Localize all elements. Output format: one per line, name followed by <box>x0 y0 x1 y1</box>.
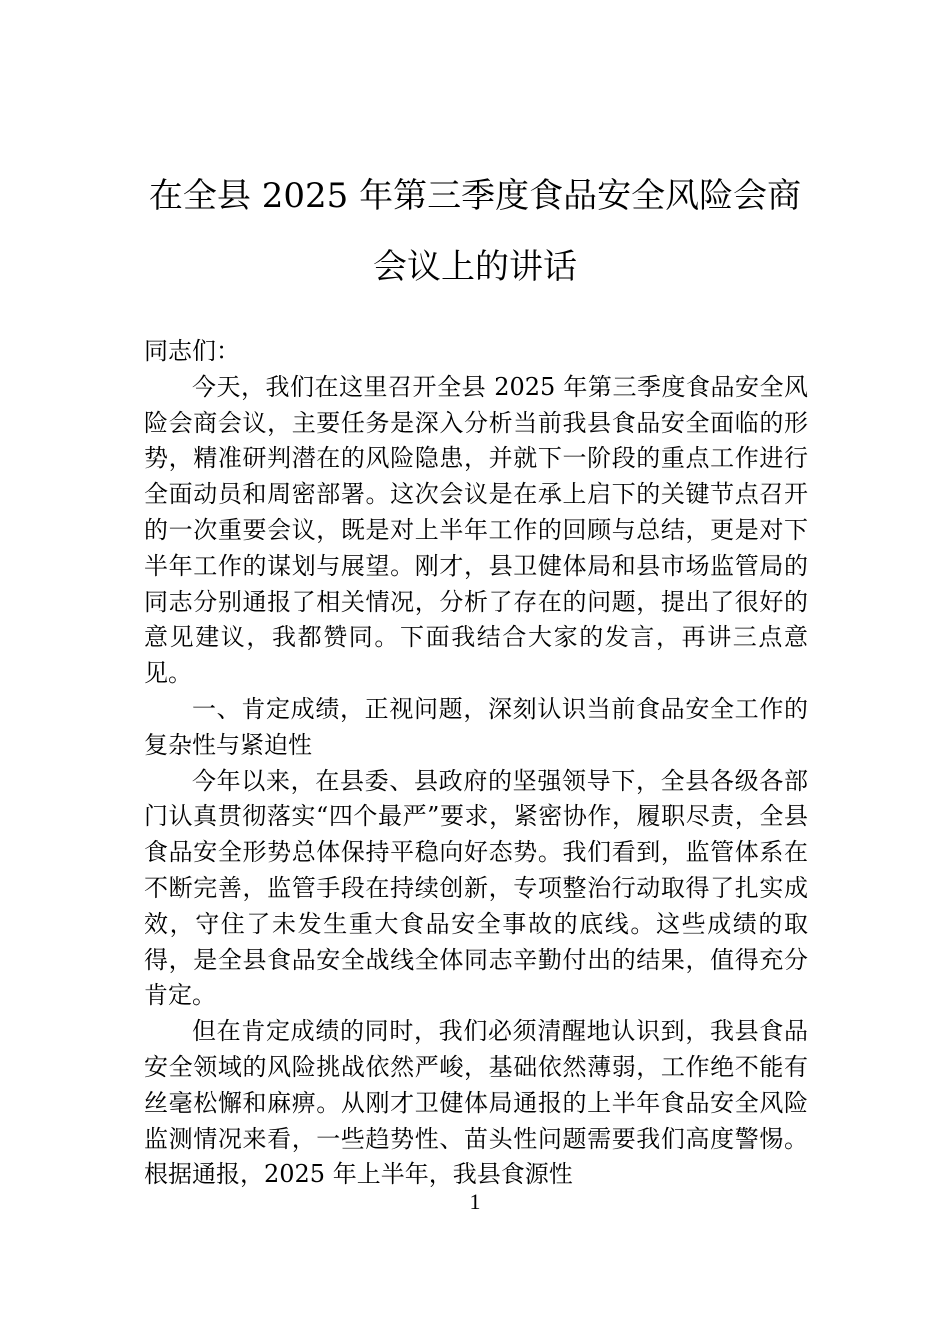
section-heading-1: 一、肯定成绩，正视问题，深刻认识当前食品安全工作的复杂性与紧迫性 <box>144 694 808 759</box>
document-title-line-2: 会议上的讲话 <box>373 247 577 287</box>
document-body <box>144 334 808 1193</box>
paragraph-achievements: 今年以来，在县委、县政府的坚强领导下，全县各级各部门认真贯彻落实“四个最严”要求，紧密协作，履职尽责，全县食品安全形势总体保持平稳向好态势。我们看到，监管体系在不断完善，监管手段在持续创新，专项整治行动取得了扎实成效，守住了未发生重大食品安全事故的底线。这些成绩的取得，是全县食品安全战线全体同志辛勤付出的结果，值得充分肯定。 <box>144 766 808 1010</box>
paragraph-opening: 今天，我们在这里召开全县 2025 年第三季度食品安全风险会商会议，主要任务是深入分析当前我县食品安全面临的形势，精准研判潜在的风险隐患，并就下一阶段的重点工作进行全面动员和周密部署。这次会议是在承上启下的关键节点召开的一次重要会议，既是对上半年工作的回顾与总结，更是对下半年工作的谋划与展望。刚才，县卫健体局和县市场监管局的同志分别通报了相关情况，分析了存在的问题，提出了很好的意见建议，我都赞同。下面我结合大家的发言，再讲三点意见。 <box>144 372 808 688</box>
paragraph-risks: 但在肯定成绩的同时，我们必须清醒地认识到，我县食品安全领域的风险挑战依然严峻，基础依然薄弱，工作绝不能有丝毫松懈和麻痹。从刚才卫健体局通报的上半年食品安全风险监测情况来看，一些趋势性、苗头性问题需要我们高度警惕。根据通报，2025 年上半年，我县食源性 <box>144 1017 808 1189</box>
document-title-line-1: 在全县 2025 年第三季度食品安全风险会商 <box>148 176 802 216</box>
salutation: 同志们： <box>144 337 240 365</box>
page-number: 1 <box>469 1189 481 1214</box>
